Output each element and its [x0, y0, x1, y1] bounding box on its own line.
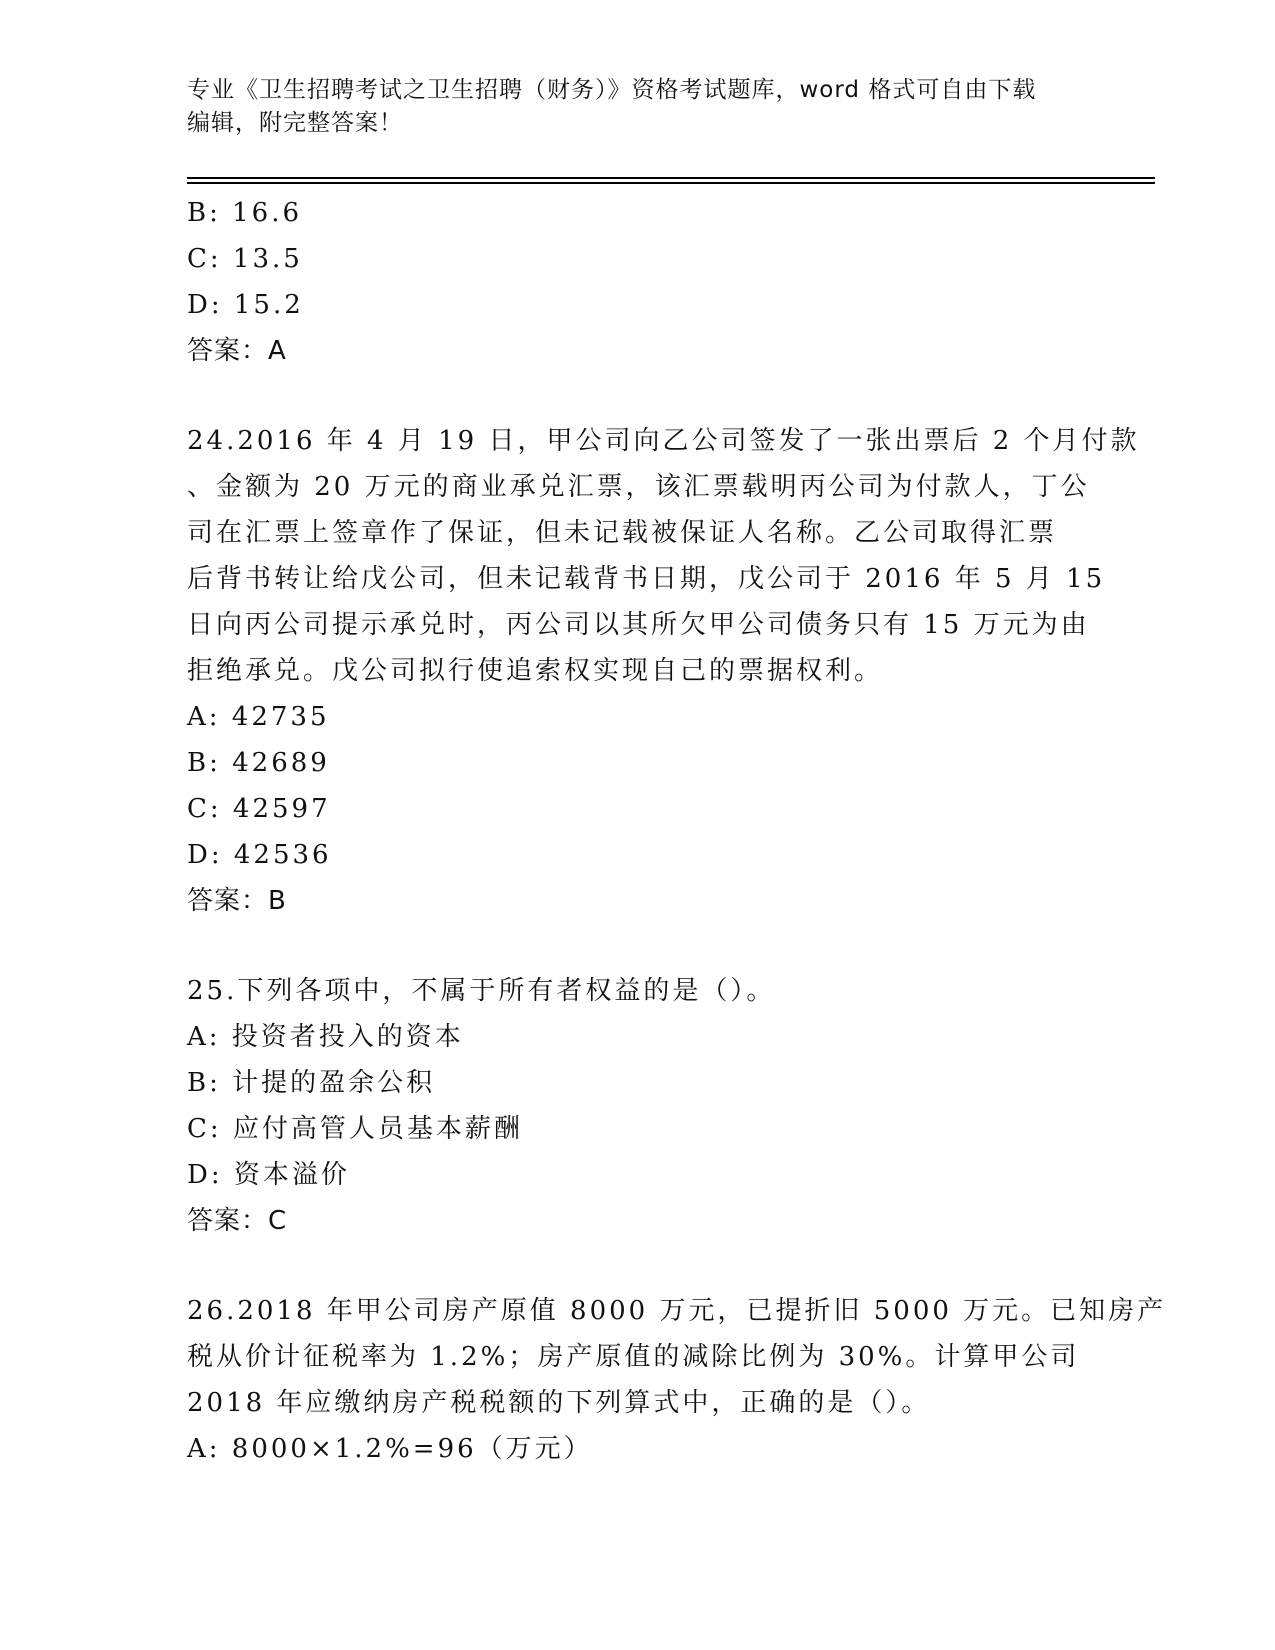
option-a: A: 8000×1.2%=96（万元）: [187, 1434, 593, 1464]
question-text-line: 司在汇票上签章作了保证，但未记载被保证人名称。乙公司取得汇票: [187, 518, 1058, 548]
document-header: [187, 74, 1067, 140]
question-23-tail: [187, 190, 1087, 374]
question-text-line: 税从价计征税率为 1.2%；房产原值的减除比例为 30%。计算甲公司: [187, 1342, 1080, 1372]
option-b: B: 计提的盈余公积: [187, 1068, 436, 1098]
question-text-line: 26.2018 年甲公司房产原值 8000 万元，已提折旧 5000 万元。已知房产: [187, 1296, 1167, 1326]
question-24: [187, 418, 1140, 924]
spacer: [187, 924, 1087, 968]
header-line-1: 专业《卫生招聘考试之卫生招聘（财务）》资格考试题库，word 格式可自由下载: [187, 77, 1037, 103]
question-content: [187, 190, 1167, 1472]
answer-line: 答案：C: [187, 1206, 288, 1236]
option-b: B: 16.6: [187, 198, 303, 228]
option-a: A: 投资者投入的资本: [187, 1022, 464, 1052]
question-text-line: 24.2016 年 4 月 19 日，甲公司向乙公司签发了一张出票后 2 个月付款: [187, 426, 1140, 456]
question-text-line: 2018 年应缴纳房产税税额的下列算式中，正确的是（）。: [187, 1388, 931, 1418]
question-text-line: 、金额为 20 万元的商业承兑汇票，该汇票载明丙公司为付款人，丁公: [187, 472, 1090, 502]
question-26: [187, 1288, 1167, 1472]
option-c: C: 应付高管人员基本薪酬: [187, 1114, 523, 1144]
question-25: [187, 968, 1087, 1244]
option-a: A: 42735: [187, 702, 330, 732]
option-d: D: 资本溢价: [187, 1160, 350, 1190]
question-text-line: 后背书转让给戊公司，但未记载背书日期，戊公司于 2016 年 5 月 15: [187, 564, 1106, 594]
option-c: C: 42597: [187, 794, 331, 824]
question-text-line: 25.下列各项中，不属于所有者权益的是（）。: [187, 976, 776, 1006]
spacer: [187, 1244, 1087, 1288]
spacer: [187, 374, 1087, 418]
option-c: C: 13.5: [187, 244, 303, 274]
option-d: D: 42536: [187, 840, 332, 870]
option-d: D: 15.2: [187, 290, 304, 320]
option-b: B: 42689: [187, 748, 330, 778]
question-text-line: 拒绝承兑。戊公司拟行使追索权实现自己的票据权利。: [187, 656, 884, 686]
question-text-line: 日向丙公司提示承兑时，丙公司以其所欠甲公司债务只有 15 万元为由: [187, 610, 1090, 640]
header-line-2: 编辑，附完整答案！: [187, 110, 403, 136]
header-divider-bottom: [187, 182, 1155, 184]
header-divider-top: [187, 177, 1155, 179]
answer-line: 答案：A: [187, 336, 287, 366]
answer-line: 答案：B: [187, 886, 287, 916]
